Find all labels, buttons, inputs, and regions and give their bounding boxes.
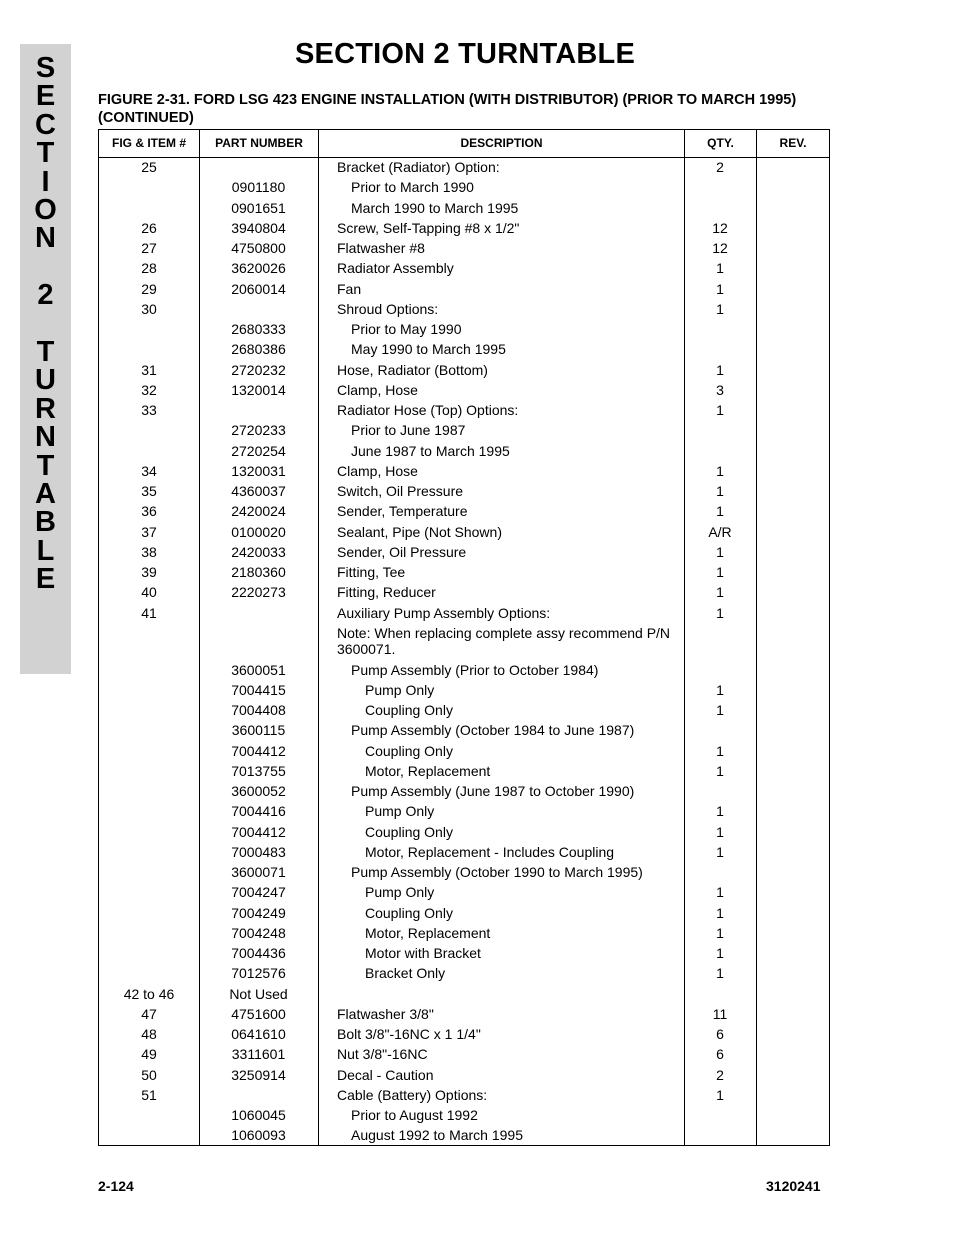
fig-item-cell: 39 <box>141 564 157 580</box>
header-divider <box>99 157 829 158</box>
header-fig-item: FIG & ITEM # <box>111 136 186 150</box>
part-number-cell: 0901180 <box>231 179 286 196</box>
side-tab-letter: T <box>36 137 55 170</box>
part-number-cell: 7004412 <box>231 823 286 840</box>
part-number-cell: 3600052 <box>231 783 286 800</box>
part-number-cell: 0100020 <box>231 523 286 540</box>
description-cell: Coupling Only <box>365 823 453 840</box>
qty-cell: 1 <box>716 483 724 499</box>
part-number-cell: 2060014 <box>231 280 286 297</box>
description-cell: Pump Assembly (Prior to October 1984) <box>351 661 599 678</box>
fig-item-cell: 25 <box>141 159 157 175</box>
fig-item-cell: 38 <box>141 543 157 560</box>
part-number-cell: 7004415 <box>231 681 286 698</box>
qty-cell: A/R <box>708 523 732 540</box>
qty-cell: 6 <box>716 1046 724 1063</box>
side-tab-letter: U <box>35 364 56 397</box>
description-cell: Clamp, Hose <box>337 381 418 398</box>
part-number-cell: 7004248 <box>231 924 286 941</box>
section-side-tab <box>20 44 71 674</box>
part-number-cell: 7012576 <box>231 965 286 982</box>
qty-cell: 1 <box>716 924 724 941</box>
fig-item-cell: 33 <box>141 402 157 418</box>
part-number-cell: 4750800 <box>231 240 286 256</box>
description-cell: Motor, Replacement <box>365 924 491 941</box>
part-number-cell: 2720254 <box>231 442 286 459</box>
description-cell: Bracket Only <box>365 965 446 982</box>
header-description: DESCRIPTION <box>460 136 543 150</box>
fig-item-cell: 37 <box>141 523 157 540</box>
description-cell: Pump Only <box>365 884 435 901</box>
part-number-cell: 7000483 <box>231 843 286 860</box>
description-cell: Decal - Caution <box>337 1066 434 1083</box>
part-number-cell: Not Used <box>229 985 288 1002</box>
qty-cell: 1 <box>716 584 724 601</box>
qty-cell: 1 <box>716 564 724 580</box>
part-number-cell: 2720232 <box>231 361 286 378</box>
figure-title: FIGURE 2-31. FORD LSG 423 ENGINE INSTALLATION (WITH DISTRIBUTOR) (PRIOR TO MARCH 1995) (CONTINUED) <box>98 92 797 126</box>
description-cell: Prior to August 1992 <box>351 1107 478 1124</box>
qty-cell: 1 <box>716 361 724 378</box>
qty-cell: 1 <box>716 260 724 277</box>
qty-cell: 6 <box>716 1026 724 1043</box>
side-tab-letter: R <box>35 392 56 425</box>
description-cell: Motor with Bracket <box>365 945 481 962</box>
qty-cell: 3 <box>716 381 724 398</box>
description-cell: Sender, Temperature <box>337 503 468 520</box>
part-number-cell: 2180360 <box>231 564 286 580</box>
description-cell: Fitting, Reducer <box>337 584 436 601</box>
side-tab-letter: C <box>35 108 56 141</box>
qty-cell: 1 <box>716 884 724 901</box>
description-cell: Pump Assembly (June 1987 to October 1990) <box>351 783 635 800</box>
description-cell: Bolt 3/8"-16NC x 1 1/4" <box>337 1026 481 1043</box>
description-cell: Screw, Self-Tapping #8 x 1/2" <box>337 219 520 236</box>
side-tab-letter: L <box>36 534 55 567</box>
part-number-cell: 7004416 <box>231 803 286 820</box>
part-number-cell: 0641610 <box>231 1026 286 1043</box>
fig-item-cell: 50 <box>141 1066 157 1083</box>
part-number-cell: 7004247 <box>231 884 286 901</box>
qty-cell: 1 <box>716 604 724 621</box>
fig-item-cell: 40 <box>141 584 157 601</box>
side-tab-letter: T <box>36 449 55 482</box>
description-cell: Prior to May 1990 <box>351 321 462 337</box>
part-number-cell: 3250914 <box>231 1066 286 1083</box>
description-cell: Auxiliary Pump Assembly Options: <box>337 604 551 621</box>
description-cell: Clamp, Hose <box>337 462 418 479</box>
qty-cell: 1 <box>716 300 724 317</box>
description-cell: Pump Only <box>365 681 435 698</box>
header-rev: REV. <box>779 136 807 150</box>
side-tab-letter: E <box>35 563 56 596</box>
part-number-cell: 1060045 <box>231 1107 286 1124</box>
part-number-cell: 0901651 <box>231 199 286 216</box>
description-cell: Hose, Radiator (Bottom) <box>337 361 488 378</box>
description-cell: June 1987 to March 1995 <box>351 442 510 459</box>
description-cell: Bracket (Radiator) Option: <box>337 159 500 175</box>
fig-item-cell: 51 <box>141 1086 157 1103</box>
part-number-cell: 7004408 <box>231 702 286 719</box>
part-number-cell: 1320031 <box>231 462 286 479</box>
part-number-cell: 3311601 <box>231 1046 286 1063</box>
description-cell: Flatwasher 3/8" <box>337 1005 434 1022</box>
description-cell: Shroud Options: <box>337 300 439 317</box>
qty-cell: 12 <box>712 219 728 236</box>
description-cell: Fan <box>337 280 362 297</box>
part-number-cell: 1320014 <box>231 381 286 398</box>
side-tab-letter: S <box>35 52 56 84</box>
description-cell: Sealant, Pipe (Not Shown) <box>337 523 502 540</box>
description-cell: Coupling Only <box>365 742 453 759</box>
description-cell: Prior to June 1987 <box>351 422 466 439</box>
description-cell: Coupling Only <box>365 702 453 719</box>
part-number-cell: 3620026 <box>231 260 286 277</box>
part-number-cell: 4360037 <box>231 483 286 499</box>
qty-cell: 12 <box>712 240 728 256</box>
fig-item-cell: 30 <box>141 300 157 317</box>
fig-item-cell: 29 <box>141 280 157 297</box>
qty-cell: 1 <box>716 823 724 840</box>
qty-cell: 1 <box>716 904 724 921</box>
description-cell: Coupling Only <box>365 904 453 921</box>
description-cell: Motor, Replacement - Includes Coupling <box>365 843 615 860</box>
description-cell: Pump Assembly (October 1990 to March 1995) <box>351 864 643 881</box>
description-cell: Motor, Replacement <box>365 762 491 779</box>
side-tab-letter: N <box>35 421 56 454</box>
side-tab-letter: I <box>41 165 50 198</box>
header-qty: QTY. <box>707 136 734 150</box>
side-tab-letter: O <box>34 194 57 226</box>
description-cell: Nut 3/8"-16NC <box>337 1046 428 1063</box>
part-number-cell: 2420033 <box>231 543 286 560</box>
description-cell: May 1990 to March 1995 <box>351 341 506 358</box>
part-number-cell: 4751600 <box>231 1005 286 1022</box>
qty-cell: 1 <box>716 945 724 962</box>
description-cell: Note: When replacing complete assy recommend P/N 3600071. <box>337 624 671 657</box>
fig-item-cell: 31 <box>141 361 157 378</box>
part-number-cell: 3600071 <box>231 864 286 881</box>
fig-item-cell: 35 <box>141 483 157 499</box>
qty-cell: 2 <box>716 1066 724 1083</box>
qty-cell: 1 <box>716 762 724 779</box>
fig-item-cell: 48 <box>141 1026 157 1043</box>
description-cell: Sender, Oil Pressure <box>337 543 467 560</box>
description-cell: Pump Only <box>365 803 435 820</box>
qty-cell: 1 <box>716 543 724 560</box>
header-part-number: PART NUMBER <box>215 136 303 150</box>
page-number: 2-124 <box>98 1178 134 1194</box>
description-cell: Cable (Battery) Options: <box>337 1086 488 1103</box>
qty-cell: 1 <box>716 742 724 759</box>
qty-cell: 1 <box>716 803 724 820</box>
side-tab-letter: 2 <box>37 279 54 312</box>
description-cell: Radiator Hose (Top) Options: <box>337 402 519 418</box>
part-number-cell: 3940804 <box>231 219 286 236</box>
qty-cell: 2 <box>716 159 724 175</box>
fig-item-cell: 36 <box>141 503 157 520</box>
side-tab-letter: B <box>35 506 56 539</box>
part-number-cell: 2720233 <box>231 422 286 439</box>
part-number-cell: 3600115 <box>231 722 286 739</box>
fig-item-cell: 28 <box>141 260 157 277</box>
qty-cell: 1 <box>716 462 724 479</box>
fig-item-cell: 47 <box>141 1005 157 1022</box>
description-cell: Pump Assembly (October 1984 to June 1987) <box>351 722 635 739</box>
description-cell: Flatwasher #8 <box>337 240 425 256</box>
fig-item-cell: 32 <box>141 381 157 398</box>
fig-item-cell: 27 <box>141 240 157 256</box>
description-cell: Fitting, Tee <box>337 564 406 580</box>
qty-cell: 1 <box>716 681 724 698</box>
qty-cell: 1 <box>716 1086 724 1103</box>
document-number: 3120241 <box>766 1178 821 1194</box>
fig-item-cell: 49 <box>141 1046 157 1063</box>
part-number-cell: 1060093 <box>231 1127 286 1144</box>
qty-cell: 1 <box>716 280 724 297</box>
description-cell: Switch, Oil Pressure <box>337 483 464 499</box>
qty-cell: 11 <box>712 1005 728 1022</box>
fig-item-cell: 34 <box>141 462 157 479</box>
column-divider <box>318 130 319 1145</box>
part-number-cell: 2680333 <box>231 321 286 337</box>
qty-cell: 1 <box>716 503 724 520</box>
part-number-cell: 7004249 <box>231 904 286 921</box>
part-number-cell: 3600051 <box>231 661 286 678</box>
description-cell: Prior to March 1990 <box>351 179 474 196</box>
fig-item-cell: 41 <box>141 604 157 621</box>
side-tab-letter: T <box>36 336 55 368</box>
part-number-cell: 7013755 <box>231 762 286 779</box>
part-number-cell: 7004436 <box>231 945 286 962</box>
part-number-cell: 7004412 <box>231 742 286 759</box>
qty-cell: 1 <box>716 843 724 860</box>
fig-item-cell: 42 to 46 <box>123 985 175 1002</box>
column-divider <box>756 130 757 1145</box>
qty-cell: 1 <box>716 965 724 982</box>
fig-item-cell: 26 <box>141 219 157 236</box>
section-title: SECTION 2 TURNTABLE <box>295 38 635 70</box>
description-cell: March 1990 to March 1995 <box>351 199 519 216</box>
part-number-cell: 2420024 <box>231 503 286 520</box>
parts-table <box>98 129 830 1146</box>
description-cell: Radiator Assembly <box>337 260 454 277</box>
side-tab-letter: A <box>35 478 56 510</box>
side-tab-letter: E <box>35 80 56 113</box>
side-tab-letter: N <box>35 222 56 255</box>
part-number-cell: 2680386 <box>231 341 286 358</box>
part-number-cell: 2220273 <box>231 584 286 601</box>
qty-cell: 1 <box>716 702 724 719</box>
qty-cell: 1 <box>716 402 724 418</box>
description-cell: August 1992 to March 1995 <box>351 1127 524 1144</box>
